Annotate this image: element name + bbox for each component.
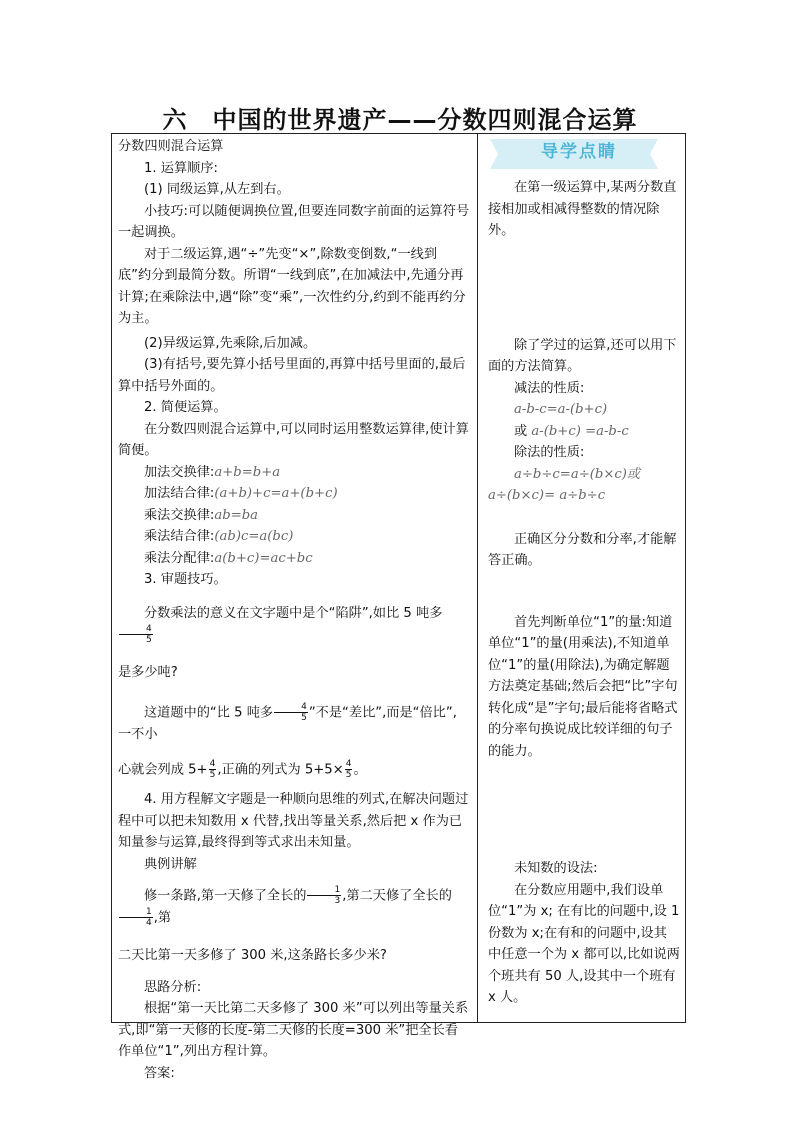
note-first-level: 在第一级运算中,某两分数直接相加或相减得整数的情况除外。	[488, 180, 677, 238]
law-label: 乘法结合律:	[144, 529, 215, 544]
note-other-methods: 除了学过的运算,还可以用下面的方法简算。	[488, 337, 677, 374]
denominator: 4	[146, 918, 152, 928]
example-line-1	[118, 885, 470, 929]
fraction	[307, 885, 341, 906]
simplify-title: 2. 简便运算。	[144, 400, 227, 415]
text-run: 。	[353, 762, 367, 778]
math-run: a-(b+c) =a-b-c	[531, 423, 629, 439]
answer-label: 答案:	[144, 1065, 175, 1081]
text-run: ”不是“差比”,而是“倍比”,一不小	[118, 705, 457, 742]
second-level-text: 对于二级运算,遇“÷”先变“×”,除数变倒数,“一线到底”约分到最简分数。所谓“一线到底”,在加减法中,先通分再计算;在乘除法中,遇“除”变“乘”,一次性约分,约到不能再约分为主。	[118, 246, 466, 326]
order-rule-3: (3)有括号,要先算小括号里面的,再算中括号里面的,最后算中括号外面的。	[118, 357, 466, 394]
column-divider	[477, 133, 478, 1023]
division-title: 除法的性质:	[514, 445, 585, 460]
subtraction-expr-2	[488, 421, 680, 443]
text-run: 这道题中的“比 5 吨多	[144, 705, 274, 720]
fraction	[274, 702, 308, 723]
note-unit-one: 首先判断单位“1”的量:知道单位“1”的量(用乘法),不知道单位“1”的量(用除法),为确定解题方法奠定基础;然后会把“比”字句转化成“是”字句;最后能将省略式的分率句换说成比较详细的句子的能力。	[488, 614, 678, 759]
numerator: 4	[274, 702, 308, 713]
unknown-title: 未知数的设法:	[514, 861, 598, 876]
order-rule-2: (2)异级运算,先乘除,后加减。	[144, 335, 317, 351]
text-run: ,正确的列式为 5+5×	[217, 762, 344, 778]
text-run: ,第	[153, 910, 172, 926]
reading-line-1	[118, 603, 470, 647]
law-label: 加法结合律:	[144, 486, 215, 501]
law-label: 加法交换律:	[144, 464, 215, 480]
law-associative-add	[118, 483, 470, 505]
law-expr: a(b+c)=ac+bc	[214, 550, 313, 566]
main-column	[118, 136, 470, 1084]
law-expr: (ab)c=a(bc)	[214, 529, 294, 544]
text-run: ,第二天修了全长的	[342, 888, 452, 904]
order-title: 1. 运算顺序:	[144, 160, 218, 176]
subtraction-expr-1: a-b-c=a-(b+c)	[514, 402, 608, 417]
text-run: 分数乘法的意义在文字题中是个“陷阱”,如比 5 吨多	[144, 605, 443, 621]
fraction	[209, 759, 217, 780]
law-expr: a+b=b+a	[214, 464, 281, 480]
law-label: 乘法交换律:	[144, 507, 215, 523]
numerator: 4	[345, 759, 352, 769]
reading-title: 3. 审题技巧。	[144, 572, 227, 587]
subtraction-title: 减法的性质:	[514, 380, 585, 396]
denominator: 5	[345, 770, 352, 780]
simplify-text: 在分数四则混合运算中,可以同时运用整数运算律,使计算简便。	[118, 421, 469, 458]
numerator: 4	[119, 624, 153, 635]
division-expr-1: a÷b÷c=a÷(b×c)或	[514, 466, 641, 482]
fraction	[345, 759, 353, 780]
law-associative-mul	[118, 526, 470, 548]
text-run: 心就会列成 5+	[118, 762, 208, 778]
analysis-text: 根据“第一天比第二天多修了 300 米”可以列出等量关系式,即“第一天修的长度-第二天修的长度=300 米”把全长看作单位“1”,列出方程计算。	[118, 1001, 469, 1059]
law-distributive	[118, 548, 470, 570]
note-unknown: 在分数应用题中,我们设单位“1”为 x; 在有比的问题中,设 1 份数为 x;在有和的问题中,设其中任意一个为 x 都可以,比如说两个班共有 50 人,设其中一个班有 x 人。	[488, 882, 680, 1005]
page-title: 六 中国的世界遗产——分数四则混合运算	[162, 106, 638, 134]
reading-line-2: 是多少吨?	[118, 665, 178, 680]
text-run: 或	[514, 423, 528, 439]
reading-line-3	[118, 702, 470, 746]
law-label: 乘法分配律:	[144, 550, 215, 566]
law-commutative-add	[118, 462, 470, 484]
guide-banner	[490, 139, 668, 169]
numerator: 1	[307, 885, 341, 896]
numerator: 1	[119, 907, 153, 918]
example-title: 典例讲解	[144, 856, 197, 872]
denominator: 5	[209, 770, 216, 780]
banner-label: 导学点睛	[541, 142, 617, 162]
analysis-title: 思路分析:	[144, 979, 202, 995]
fraction	[119, 624, 153, 645]
denominator: 5	[146, 635, 152, 645]
law-expr: (a+b)+c=a+(b+c)	[214, 486, 338, 501]
division-expr-2: a÷(b×c)= a÷b÷c	[488, 488, 606, 503]
denominator: 5	[301, 712, 307, 723]
law-commutative-mul	[118, 505, 470, 527]
order-rule-1: (1) 同级运算,从左到右。	[144, 182, 290, 197]
section-heading: 分数四则混合运算	[118, 139, 224, 154]
tip-text: 小技巧:可以随便调换位置,但要连同数字前面的运算符号一起调换。	[118, 203, 470, 240]
reading-line-4	[118, 759, 470, 781]
denominator: 3	[334, 896, 341, 906]
law-expr: ab=ba	[214, 507, 259, 523]
fraction	[119, 907, 153, 928]
notes-column	[488, 136, 680, 1009]
note-fraction-rate: 正确区分分数和分率,才能解答正确。	[488, 531, 677, 568]
text-run: 修一条路,第一天修了全长的	[144, 888, 307, 904]
numerator: 4	[209, 759, 216, 769]
example-line-2: 二天比第一天多修了 300 米,这条路长多少米?	[118, 948, 387, 963]
equation-text: 4. 用方程解文字题是一种顺向思维的列式,在解决问题过程中可以把未知数用 x 代替,找出等量关系,然后把 x 作为已知量参与运算,最终得到等式求出未知量。	[118, 792, 469, 850]
